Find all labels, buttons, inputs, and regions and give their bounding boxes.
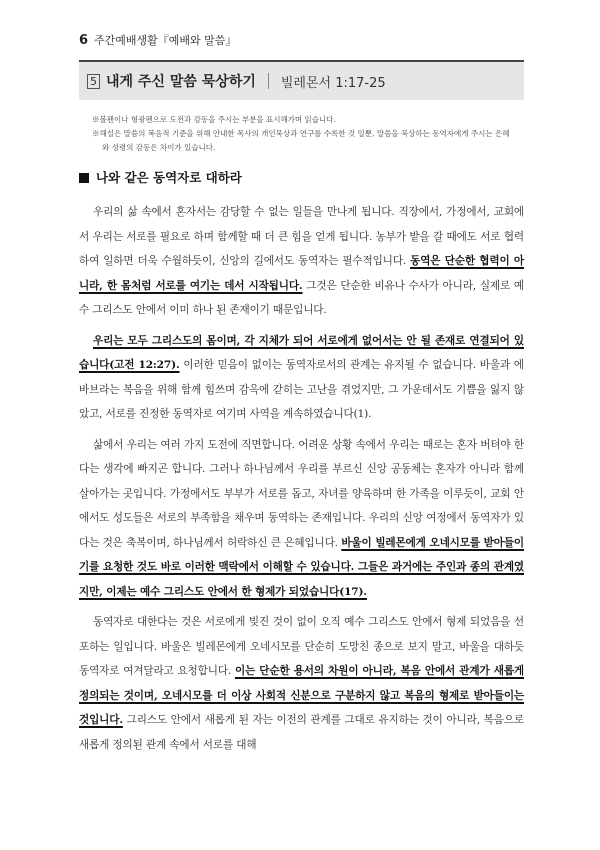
title-divider	[268, 73, 269, 89]
square-bullet-icon	[79, 173, 89, 183]
highlighted-text: 바울이 빌레몬에게 오네시모를 받아들이기를 요청한 것도 바로 이러한 맥락에서 이해할 수 있습니다. 그들은 과거에는 주인과 종의 관계였지만, 이제는 예수 그리스도 안에서 한 형제가 되었습니다(17).	[79, 536, 524, 598]
text-segment: 이러한 믿음이 없이는 동역자로서의 관계는 유지될 수 없습니다. 바울과 에바브라는 복음을 위해 함께 힘쓰며 감옥에 갇히는 고난을 겪었지만, 그 가운데서도 기쁨을 잃지 않았고, 서로를 진정한 동역자로 여기며 사역을 계속하였습니다(1).	[79, 359, 524, 420]
text-segment: 그것은 단순한 비유나 수사가 아니라, 실제로 예수 그리스도 안에서 이미 하나 된 존재이기 때문입니다.	[79, 279, 524, 316]
text-segment: 삶에서 우리는 여러 가지 도전에 직면합니다. 어려운 상황 속에서 우리는 때로는 혼자 버텨야 한다는 생각에 빠지곤 합니다. 그러나 하나님께서 우리를 부르신 신앙 공동체는 혼자가 아니라 함께 살아가는 곳입니다. 가정에서도 부부가 서로를 돕고, 자녀를 양육하며 한 가족을 이루듯이, 교회 안에서도 성도들은 서로의 부족함을 채우며 동역하는 존재입니다. 우리의 신앙 여정에서 동역자가 있다는 것은 축복이며, 하나님께서 허락하신 큰 은혜입니다.	[79, 438, 524, 549]
paragraph-2	[79, 329, 524, 427]
section-title: 내게 주신 말씀 묵상하기	[106, 74, 256, 90]
highlighted-text: 동역은 단순한 협력이 아니라, 한 몸처럼 서로를 여기는 데서 시작됩니다.	[79, 255, 524, 292]
highlighted-text: 우리는 모두 그리스도의 몸이며, 각 지체가 되어 서로에게 없어서는 안 될 존재로 연결되어 있습니다(고전 12:27).	[79, 334, 524, 371]
scripture-reference: 빌레몬서 1:17-25	[280, 75, 386, 91]
text-segment: 동역자로 대한다는 것은 서로에게 빚진 것이 없이 오직 예수 그리스도 안에서 형제 되었음을 선포하는 일입니다. 바울은 빌레몬에게 오네시모를 단순히 도망친 종으로 보지 말고, 바울을 대하듯 동역자로 여겨달라고 요청합니다.	[79, 616, 524, 677]
text-segment: 우리의 삶 속에서 혼자서는 감당할 수 없는 일들을 만나게 됩니다. 직장에서, 가정에서, 교회에서 우리는 서로를 필요로 하며 함께할 때 더 큰 힘을 얻게 됩니다. 농부가 밭을 갈 때에도 서로 협력하여 일하면 더욱 수월하듯이, 신앙의 길에서도 동역자는 필수적입니다.	[79, 206, 524, 267]
reading-notes	[92, 113, 512, 155]
meditation-heading	[79, 168, 524, 186]
highlighted-text: 이는 단순한 용서의 차원이 아니라, 복음 안에서 관계가 새롭게 정의되는 것이며, 오네시모를 더 이상 사회적 신분으로 구분하지 않고 복음의 형제로 받아들이는 것입니다.	[79, 665, 524, 726]
paragraph-4	[79, 610, 524, 757]
running-title: 주간예배생활『예배와 말씀』	[94, 34, 237, 47]
page-number: 6	[79, 33, 89, 48]
section-number-badge: 5	[87, 74, 100, 89]
paragraph-3	[79, 433, 524, 605]
text-segment: 그리스도 안에서 새롭게 된 자는 이전의 관계를 그대로 유지하는 것이 아니라, 복음으로 새롭게 정의된 관계 속에서 서로를 대해	[79, 714, 524, 751]
note-highlight-instruction: ※볼펜이나 형광펜으로 도전과 감동을 주시는 부분을 표시해가며 읽습니다.	[92, 115, 336, 124]
meditation-body	[79, 200, 524, 763]
note-commentary-disclaimer: ※해설은 말씀의 복음적 기준을 위해 안내한 목사의 개인묵상과 연구를 수록한 것 일뿐, 말씀을 묵상하는 동역자에게 주시는 은혜와 성령의 감동은 차이가 있습니다.	[92, 129, 510, 152]
paragraph-1	[79, 200, 524, 323]
heading-text: 나와 같은 동역자로 대하라	[96, 170, 242, 185]
section-title-bar	[79, 60, 524, 100]
page-header	[79, 32, 524, 48]
